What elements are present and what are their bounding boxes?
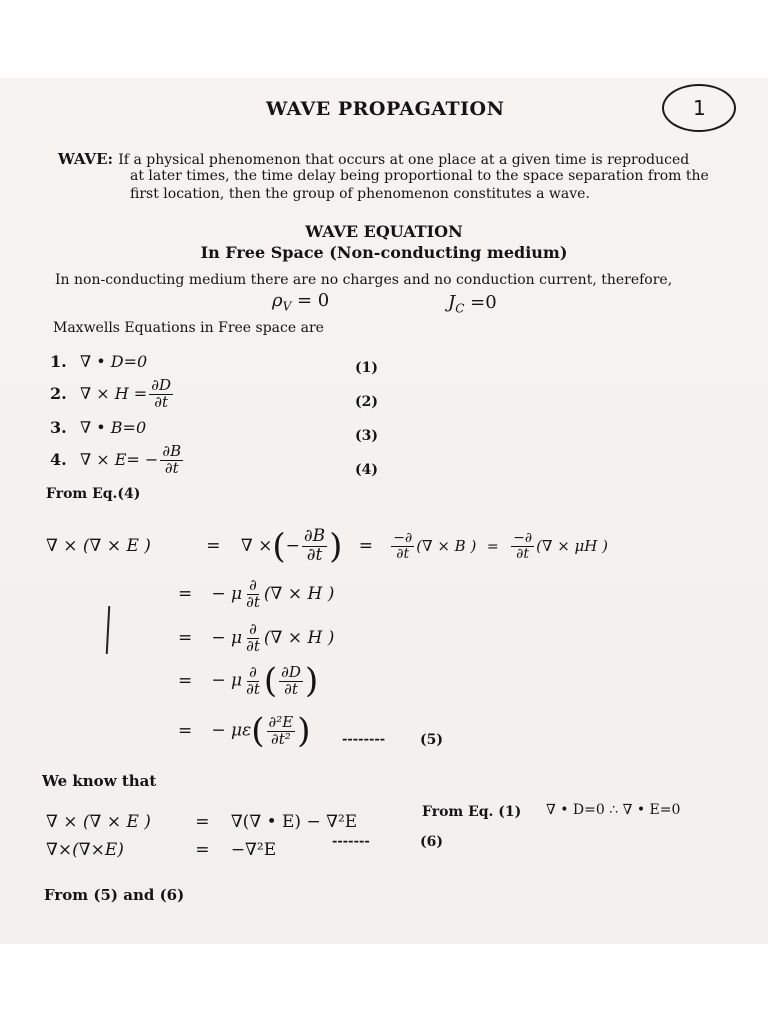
we-know-label: We know that — [42, 772, 157, 790]
page-number: 1 — [693, 96, 706, 120]
identity-note: ∇ • D=0 ∴ ∇ • E=0 — [546, 802, 681, 818]
document-page — [0, 78, 768, 944]
identity-from: From Eq. (1) — [422, 804, 522, 820]
eq5-tag: (5) — [420, 732, 443, 748]
eq5-dashes: -------- — [342, 732, 386, 747]
definition-line-1: If a physical phenomenon that occurs at one place at a given time is reproduced — [118, 152, 690, 168]
derivation-row-2: = − μ $\frac{\partial}{\partial t}$ (∇ × H ) — [178, 576, 335, 611]
section-subtitle: In Free Space (Non-conducting medium) — [200, 243, 568, 262]
eq6-dashes: ------- — [332, 834, 370, 849]
page-title: WAVE PROPAGATION — [266, 98, 505, 120]
maxwell-eq-4: 4. ∇ × E= − $\frac{\partial B}{\partial t}$ — [50, 442, 182, 477]
identity-row-1: ∇ × (∇ × E ) = ∇(∇ • E) − ∇²E — [46, 812, 358, 832]
derivation-row-1: ∇ × (∇ × E ) = ∇ ×(− $\frac{\partial B}{\partial t}$ ) = $\frac{-\partial}{\partial t}$ (∇ × B ) = $\frac{-\partial}{\partial t}$ (∇ × μH ) — [46, 526, 608, 567]
maxwell-tag-2: (2) — [355, 394, 378, 410]
pen-mark — [106, 606, 111, 654]
j-condition: $J_C =0$ — [448, 292, 497, 316]
section-title: WAVE EQUATION — [305, 222, 463, 241]
maxwell-eq-2: 2. ∇ × H = $\frac{\partial D}{\partial t}$ — [50, 376, 171, 411]
definition-block — [58, 150, 689, 168]
rho-condition: $\rho_V = 0$ — [272, 290, 330, 314]
identity-row-2: ∇×(∇×E) = −∇²E — [46, 840, 277, 860]
intro-text: In non-conducting medium there are no charges and no conduction current, therefore, — [55, 272, 673, 288]
derivation-row-4: = − μ $\frac{\partial}{\partial t}$ ( $\frac{\partial D}{\partial t}$ ) — [178, 661, 319, 701]
maxwell-eq-1: 1. ∇ • D=0 — [50, 352, 148, 371]
definition-line-2: at later times, the time delay being proportional to the space separation from the — [130, 168, 709, 184]
maxwell-tag-3: (3) — [355, 428, 378, 444]
definition-line-3: first location, then the group of phenomenon constitutes a wave. — [130, 186, 590, 202]
maxwell-eq-3: 3. ∇ • B=0 — [50, 418, 147, 437]
maxwell-tag-1: (1) — [355, 360, 378, 376]
maxwell-intro: Maxwells Equations in Free space are — [53, 320, 324, 336]
from-eq4-label: From Eq.(4) — [46, 486, 141, 502]
maxwell-tag-4: (4) — [355, 462, 378, 478]
eq6-tag: (6) — [420, 834, 443, 850]
definition-label: WAVE: — [58, 150, 114, 168]
derivation-row-3: = − μ $\frac{\partial}{\partial t}$ (∇ × H ) — [178, 620, 335, 655]
from-5-6-label: From (5) and (6) — [44, 886, 185, 904]
derivation-row-5: = − με( $\frac{\text{∂²E}}{\text{∂t²}}$ ) — [178, 711, 311, 751]
